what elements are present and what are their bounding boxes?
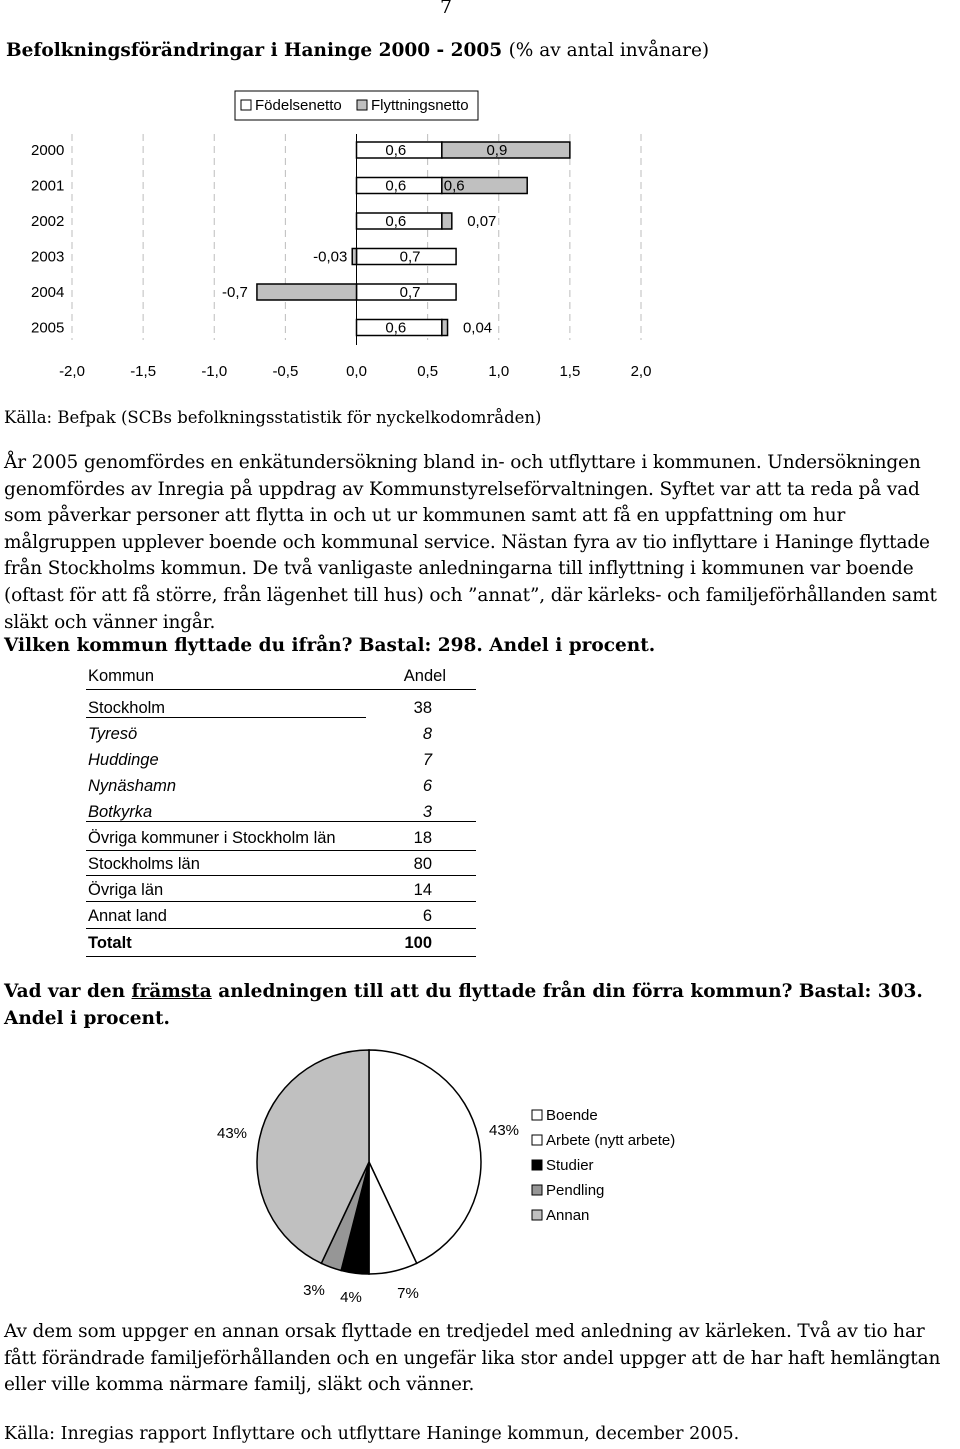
pie-legend-swatch-3 bbox=[532, 1185, 542, 1195]
table-cell-andel: 100 bbox=[404, 934, 432, 952]
table-row bbox=[86, 722, 476, 748]
pie-label-2: 4% bbox=[340, 1289, 362, 1306]
pie-legend-swatch-4 bbox=[532, 1210, 542, 1220]
bar-flyttningsnetto-2005 bbox=[442, 320, 448, 336]
value-label-fodelsenetto-2002: 0,6 bbox=[385, 213, 407, 230]
pie-legend-label-4: Annan bbox=[546, 1207, 590, 1224]
reason-pie-chart bbox=[0, 1040, 960, 1310]
category-label-2000: 2000 bbox=[31, 142, 65, 159]
table-cell-kommun: Annat land bbox=[88, 907, 167, 925]
category-label-2004: 2004 bbox=[31, 284, 65, 301]
pie-legend-swatch-2 bbox=[532, 1160, 542, 1170]
pie-legend-swatch-1 bbox=[532, 1135, 542, 1145]
intro-paragraph: År 2005 genomfördes en enkätundersökning bland in- och utflyttare i kommunen. Undersökningen genomfördes av Inregia på uppdrag av Kommunstyrelseförvaltningen. Syftet var att ta reda på vad som påverkar personer att flytta in och ut ur kommunen samt att få en uppfattning om hur målgruppen upplever boende och kommunal service. Nästan fyra av tio inflyttare i Haninge flyttade från Stockholms kommun. De två vanligaste anledningarna till inflyttning i kommunen var boende (oftast för att få större, från lägenhet till hus) och ”annat”, där kärleks- och familjeförhållanden samt släkt och vänner ingår. bbox=[4, 452, 937, 633]
question-2-heading bbox=[4, 978, 944, 1032]
table-rule-4 bbox=[86, 875, 476, 876]
table-cell-andel: 38 bbox=[413, 699, 432, 717]
x-tick-label-7: 1,5 bbox=[559, 363, 581, 380]
table-rule-2 bbox=[86, 821, 476, 822]
pie-label-1: 7% bbox=[397, 1285, 419, 1302]
table-rule-3 bbox=[86, 850, 476, 851]
table-cell-andel: 6 bbox=[422, 777, 432, 795]
question-1-heading: Vilken kommun flyttade du ifrån? Bastal: 298. Andel i procent. bbox=[4, 635, 656, 656]
table-cell-andel: 18 bbox=[413, 829, 432, 847]
value-label-flyttningsnetto-2001: 0,6 bbox=[443, 177, 465, 195]
table-cell-andel: 6 bbox=[422, 907, 432, 925]
question-2-post: anledningen till att du flyttade från din förra kommun? Bastal: 303. Andel i procent. bbox=[4, 981, 923, 1029]
table-cell-kommun: Stockholms län bbox=[88, 855, 200, 873]
table-cell-andel: 14 bbox=[413, 881, 432, 899]
chart-title bbox=[6, 40, 709, 61]
table-cell-kommun: Huddinge bbox=[88, 751, 159, 769]
bar-flyttningsnetto-2002 bbox=[442, 213, 452, 229]
column-header-kommun: Kommun bbox=[88, 667, 155, 685]
pie-legend-label-0: Boende bbox=[546, 1107, 598, 1124]
question-2-pre: Vad var den bbox=[4, 981, 132, 1002]
table-bottom-rule bbox=[86, 956, 476, 957]
chart-legend bbox=[235, 91, 478, 120]
x-tick-label-5: 0,5 bbox=[417, 363, 439, 380]
pie-label-3: 3% bbox=[303, 1282, 325, 1299]
bar-flyttningsnetto-2004 bbox=[257, 284, 357, 300]
x-tick-label-1: -1,5 bbox=[130, 363, 157, 380]
question-2-underlined: främsta bbox=[131, 981, 212, 1002]
population-change-bar-chart bbox=[0, 80, 960, 390]
x-tick-label-0: -2,0 bbox=[59, 363, 85, 380]
x-tick-label-6: 1,0 bbox=[488, 363, 510, 380]
table-row bbox=[86, 696, 476, 722]
table-cell-kommun: Övriga kommuner i Stockholm län bbox=[88, 829, 336, 847]
table-cell-kommun: Övriga län bbox=[88, 881, 164, 899]
table-row bbox=[86, 800, 476, 826]
category-label-2005: 2005 bbox=[31, 319, 65, 337]
category-label-2001: 2001 bbox=[31, 177, 65, 195]
intro-text bbox=[4, 450, 959, 636]
chart-title-normal: (% av antal invånare) bbox=[508, 40, 710, 61]
x-tick-label-4: 0,0 bbox=[346, 363, 367, 380]
final-source: Källa: Inregias rapport Inflyttare och utflyttare Haninge kommun, december 2005. bbox=[4, 1424, 740, 1444]
outro-paragraph: Av dem som uppger en annan orsak flyttade en tredjedel med anledning av kärleken. Två av tio har fått förändrade familjeförhållanden och en ungefär lika stor andel uppger att de har haft hemlängtan eller ville komma närmare familj, släkt och vänner. bbox=[4, 1321, 941, 1395]
column-header-andel: Andel bbox=[403, 667, 446, 685]
table-cell-andel: 7 bbox=[422, 751, 432, 769]
x-tick-label-8: 2,0 bbox=[630, 363, 652, 380]
table-header bbox=[86, 664, 476, 690]
table-rule-6 bbox=[86, 928, 476, 929]
legend-label-0: Födelsenetto bbox=[255, 97, 342, 114]
pie-label-0: 43% bbox=[488, 1122, 520, 1139]
legend-label-1: Flyttningsnetto bbox=[371, 97, 469, 114]
table-rule-1b bbox=[86, 717, 196, 718]
value-label-flyttningsnetto-2000: 0,9 bbox=[486, 142, 508, 159]
category-label-2002: 2002 bbox=[31, 213, 65, 230]
bar-flyttningsnetto-2003 bbox=[352, 249, 356, 265]
value-label-flyttningsnetto-2003: -0,03 bbox=[313, 248, 348, 266]
table-row bbox=[86, 826, 476, 852]
value-label-fodelsenetto-2005: 0,6 bbox=[385, 319, 407, 337]
value-label-flyttningsnetto-2004: -0,7 bbox=[221, 284, 248, 301]
pie-legend-label-2: Studier bbox=[546, 1157, 594, 1174]
table-cell-kommun: Botkyrka bbox=[88, 803, 153, 821]
table-row bbox=[86, 931, 476, 957]
pie-legend bbox=[532, 1107, 675, 1224]
table-header-rule bbox=[86, 689, 476, 690]
table-cell-kommun: Totalt bbox=[88, 934, 132, 952]
page-number: 7 bbox=[440, 0, 453, 18]
table-cell-kommun: Tyresö bbox=[88, 725, 138, 743]
chart-source: Källa: Befpak (SCBs befolkningsstatistik för nyckelkodområden) bbox=[4, 408, 542, 427]
pie-label-4: 43% bbox=[216, 1125, 248, 1142]
value-label-fodelsenetto-2001: 0,6 bbox=[385, 177, 407, 195]
pie-legend-label-1: Arbete (nytt arbete) bbox=[546, 1132, 676, 1149]
legend-swatch-0 bbox=[241, 100, 251, 110]
category-label-2003: 2003 bbox=[31, 248, 65, 266]
legend-swatch-1 bbox=[357, 100, 367, 110]
value-label-fodelsenetto-2004: 0,7 bbox=[399, 284, 421, 301]
value-label-flyttningsnetto-2002: 0,07 bbox=[467, 213, 497, 230]
x-tick-label-3: -0,5 bbox=[272, 363, 299, 380]
pie-legend-swatch-0 bbox=[532, 1110, 542, 1120]
table-cell-kommun: Stockholm bbox=[88, 699, 166, 717]
outro-text bbox=[4, 1319, 959, 1399]
table-row bbox=[86, 904, 476, 930]
x-tick-label-2: -1,0 bbox=[201, 363, 228, 380]
value-label-fodelsenetto-2000: 0,6 bbox=[385, 142, 407, 159]
table-cell-andel: 3 bbox=[422, 803, 432, 821]
value-label-flyttningsnetto-2005: 0,04 bbox=[462, 319, 493, 337]
table-cell-andel: 8 bbox=[422, 725, 432, 743]
table-row bbox=[86, 774, 476, 800]
table-row bbox=[86, 748, 476, 774]
table-rule-5 bbox=[86, 901, 476, 902]
table-cell-andel: 80 bbox=[413, 855, 432, 873]
pie-legend-label-3: Pendling bbox=[546, 1182, 605, 1199]
value-label-fodelsenetto-2003: 0,7 bbox=[399, 248, 421, 266]
table-cell-kommun: Nynäshamn bbox=[88, 777, 177, 795]
chart-title-bold: Befolkningsförändringar i Haninge 2000 - 2005 bbox=[6, 40, 503, 61]
